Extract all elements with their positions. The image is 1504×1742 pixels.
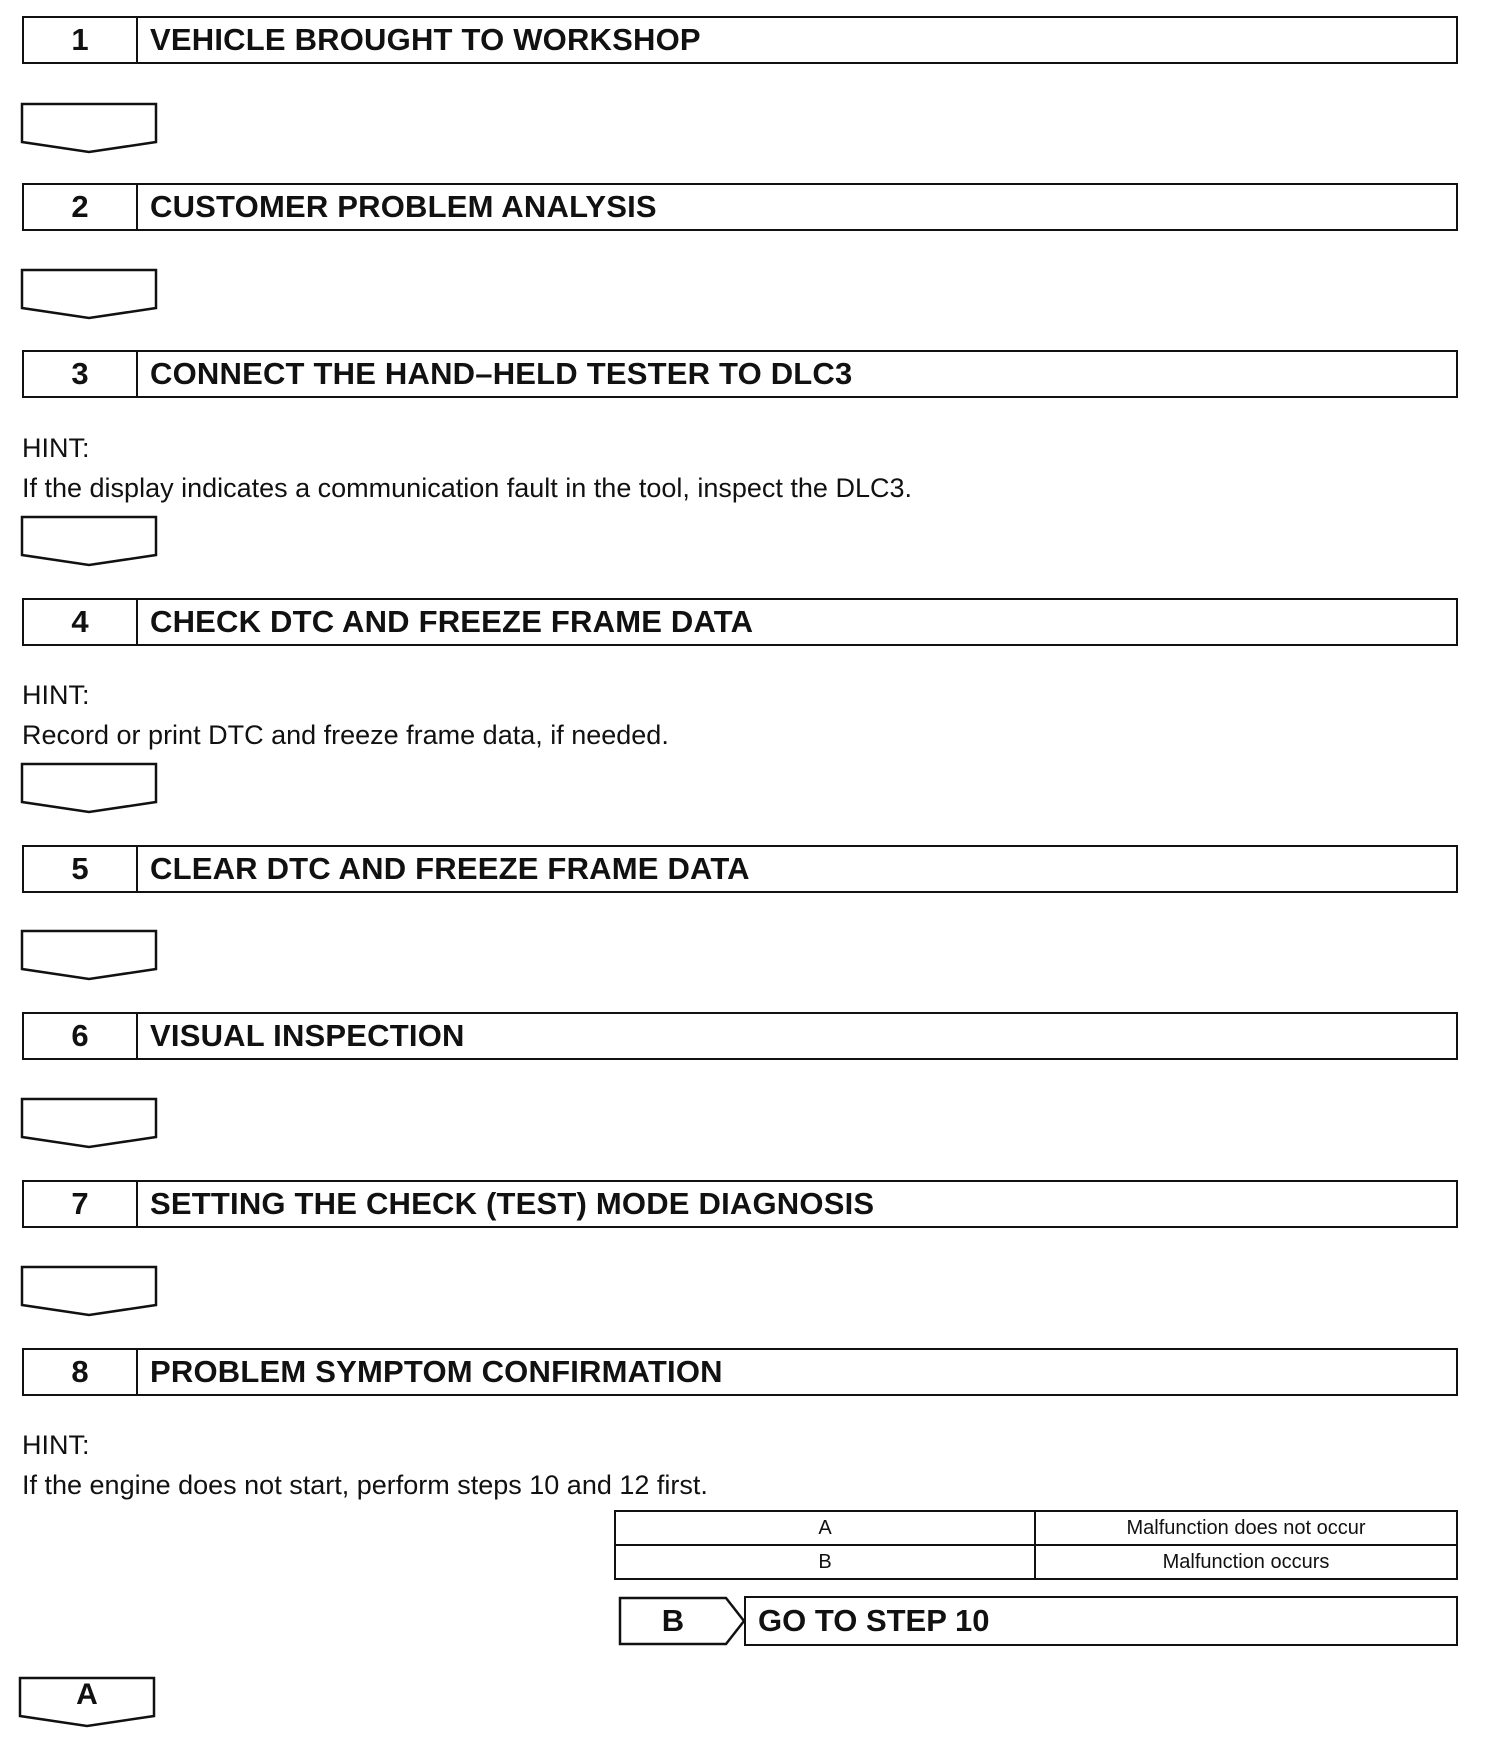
step-6 — [22, 1012, 1458, 1060]
result-table — [614, 1510, 1458, 1580]
step-5 — [22, 845, 1458, 893]
table-row — [615, 1545, 1457, 1579]
step-title: CHECK DTC AND FREEZE FRAME DATA — [150, 604, 754, 639]
flow-arrow-icon — [20, 762, 158, 814]
result-value: Malfunction does not occur — [1035, 1511, 1457, 1545]
hint-text: Record or print DTC and freeze frame data, if needed. — [22, 720, 669, 750]
continue-a — [18, 1676, 156, 1728]
step-1 — [22, 16, 1458, 64]
step-title: PROBLEM SYMPTOM CONFIRMATION — [150, 1354, 723, 1389]
step-7 — [22, 1180, 1458, 1228]
step-title: VEHICLE BROUGHT TO WORKSHOP — [150, 22, 701, 57]
flow-arrow-icon — [20, 268, 158, 320]
step-3 — [22, 350, 1458, 398]
step-number: 6 — [24, 1014, 138, 1058]
step-2 — [22, 183, 1458, 231]
hint-label: HINT: — [22, 1430, 90, 1460]
flow-arrow-icon — [20, 1097, 158, 1149]
table-row — [615, 1511, 1457, 1545]
flow-arrow-icon — [20, 929, 158, 981]
step-title: SETTING THE CHECK (TEST) MODE DIAGNOSIS — [150, 1186, 875, 1221]
flow-arrow-icon — [20, 102, 158, 154]
step-number: 3 — [24, 352, 138, 396]
result-key: B — [615, 1545, 1035, 1579]
branch-tag — [618, 1596, 746, 1646]
step-number: 4 — [24, 600, 138, 644]
branch-tag-label: B — [661, 1603, 685, 1638]
step-number: 1 — [24, 18, 138, 62]
step-title: CONNECT THE HAND–HELD TESTER TO DLC3 — [150, 356, 853, 391]
continue-tag-label: A — [76, 1678, 98, 1711]
step-8 — [22, 1348, 1458, 1396]
hint-step-3 — [22, 428, 912, 508]
result-key: A — [615, 1511, 1035, 1545]
branch-b — [618, 1596, 1458, 1646]
step-4 — [22, 598, 1458, 646]
branch-action: GO TO STEP 10 — [744, 1596, 1458, 1646]
step-number: 2 — [24, 185, 138, 229]
hint-step-4 — [22, 675, 669, 755]
hint-label: HINT: — [22, 433, 90, 463]
hint-text: If the engine does not start, perform steps 10 and 12 first. — [22, 1470, 708, 1500]
step-title: CLEAR DTC AND FREEZE FRAME DATA — [150, 851, 750, 886]
step-number: 8 — [24, 1350, 138, 1394]
step-title: VISUAL INSPECTION — [150, 1018, 465, 1053]
flow-arrow-icon — [20, 515, 158, 567]
result-value: Malfunction occurs — [1035, 1545, 1457, 1579]
hint-text: If the display indicates a communication fault in the tool, inspect the DLC3. — [22, 473, 912, 503]
hint-step-8 — [22, 1425, 708, 1505]
step-number: 7 — [24, 1182, 138, 1226]
flow-arrow-icon — [20, 1265, 158, 1317]
step-number: 5 — [24, 847, 138, 891]
hint-label: HINT: — [22, 680, 90, 710]
step-title: CUSTOMER PROBLEM ANALYSIS — [150, 189, 657, 224]
